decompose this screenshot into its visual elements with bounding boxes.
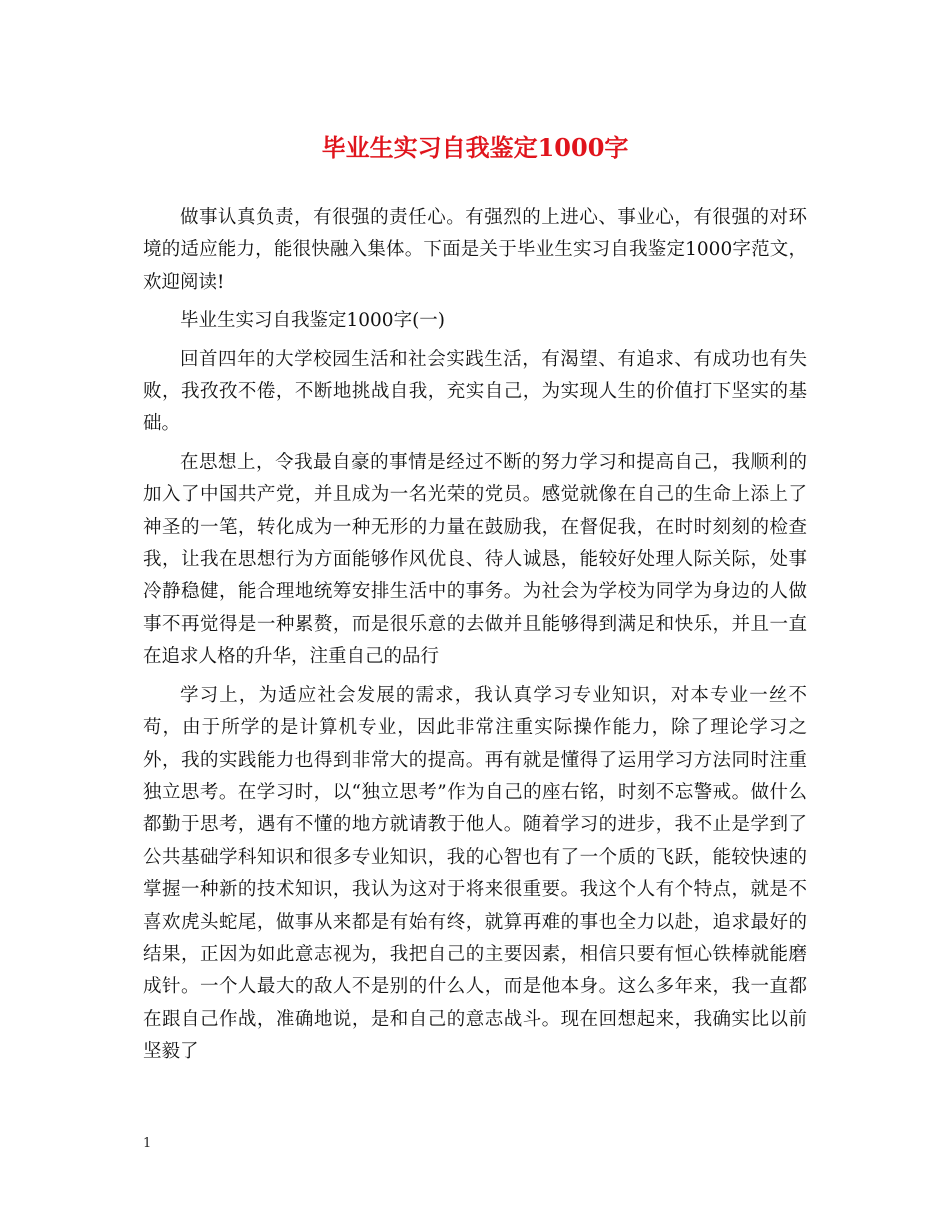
- intro-paragraph: 做事认真负责，有很强的责任心。有强烈的上进心、事业心，有很强的对环境的适应能力，能很快融入集体。下面是关于毕业生实习自我鉴定1000字范文，欢迎阅读!: [143, 207, 807, 293]
- document-title: 毕业生实习自我鉴定1000字: [321, 133, 629, 162]
- body-paragraph: 在思想上，令我最自豪的事情是经过不断的努力学习和提高自己，我顺利的加入了中国共产党，并且成为一名光荣的党员。感觉就像在自己的生命上添上了神圣的一笔，转化成为一种无形的力量在鼓励我，在督促我，在时时刻刻的检查我，让我在思想行为方面能够作风优良、待人诚恳，能较好处理人际关际，处事冷静稳健，能合理地统筹安排生活中的事务。为社会为学校为同学为身边的人做事不再觉得是一种累赘，而是很乐意的去做并且能够得到满足和快乐，并且一直在追求人格的升华，注重自己的品行: [143, 451, 807, 668]
- body-paragraph: 学习上，为适应社会发展的需求，我认真学习专业知识，对本专业一丝不苟，由于所学的是计算机专业，因此非常注重实际操作能力，除了理论学习之外，我的实践能力也得到非常大的提高。再有就是懂得了运用学习方法同时注重独立思考。在学习时，以“独立思考”作为自己的座右铭，时刻不忘警戒。做什么都勤于思考，遇有不懂的地方就请教于他人。随着学习的进步，我不止是学到了公共基础学科知识和很多专业知识，我的心智也有了一个质的飞跃，能较快速的掌握一种新的技术知识，我认为这对于将来很重要。我这个人有个特点，就是不喜欢虎头蛇尾，做事从来都是有始有终，就算再难的事也全力以赴，追求最好的结果，正因为如此意志视为，我把自己的主要因素，相信只要有恒心铁棒就能磨成针。一个人最大的敌人不是别的什么人，而是他本身。这么多年来，我一直都在跟自己作战，准确地说，是和自己的意志战斗。现在回想起来，我确实比以前坚毅了: [143, 684, 807, 1063]
- body-paragraph: 回首四年的大学校园生活和社会实践生活，有渴望、有追求、有成功也有失败，我孜孜不倦，不断地挑战自我，充实自己，为实现人生的价值打下坚实的基础。: [143, 348, 807, 435]
- section-heading: 毕业生实习自我鉴定1000字(一): [180, 310, 446, 332]
- document-body: [143, 202, 807, 1075]
- page-number: 1: [143, 1136, 152, 1151]
